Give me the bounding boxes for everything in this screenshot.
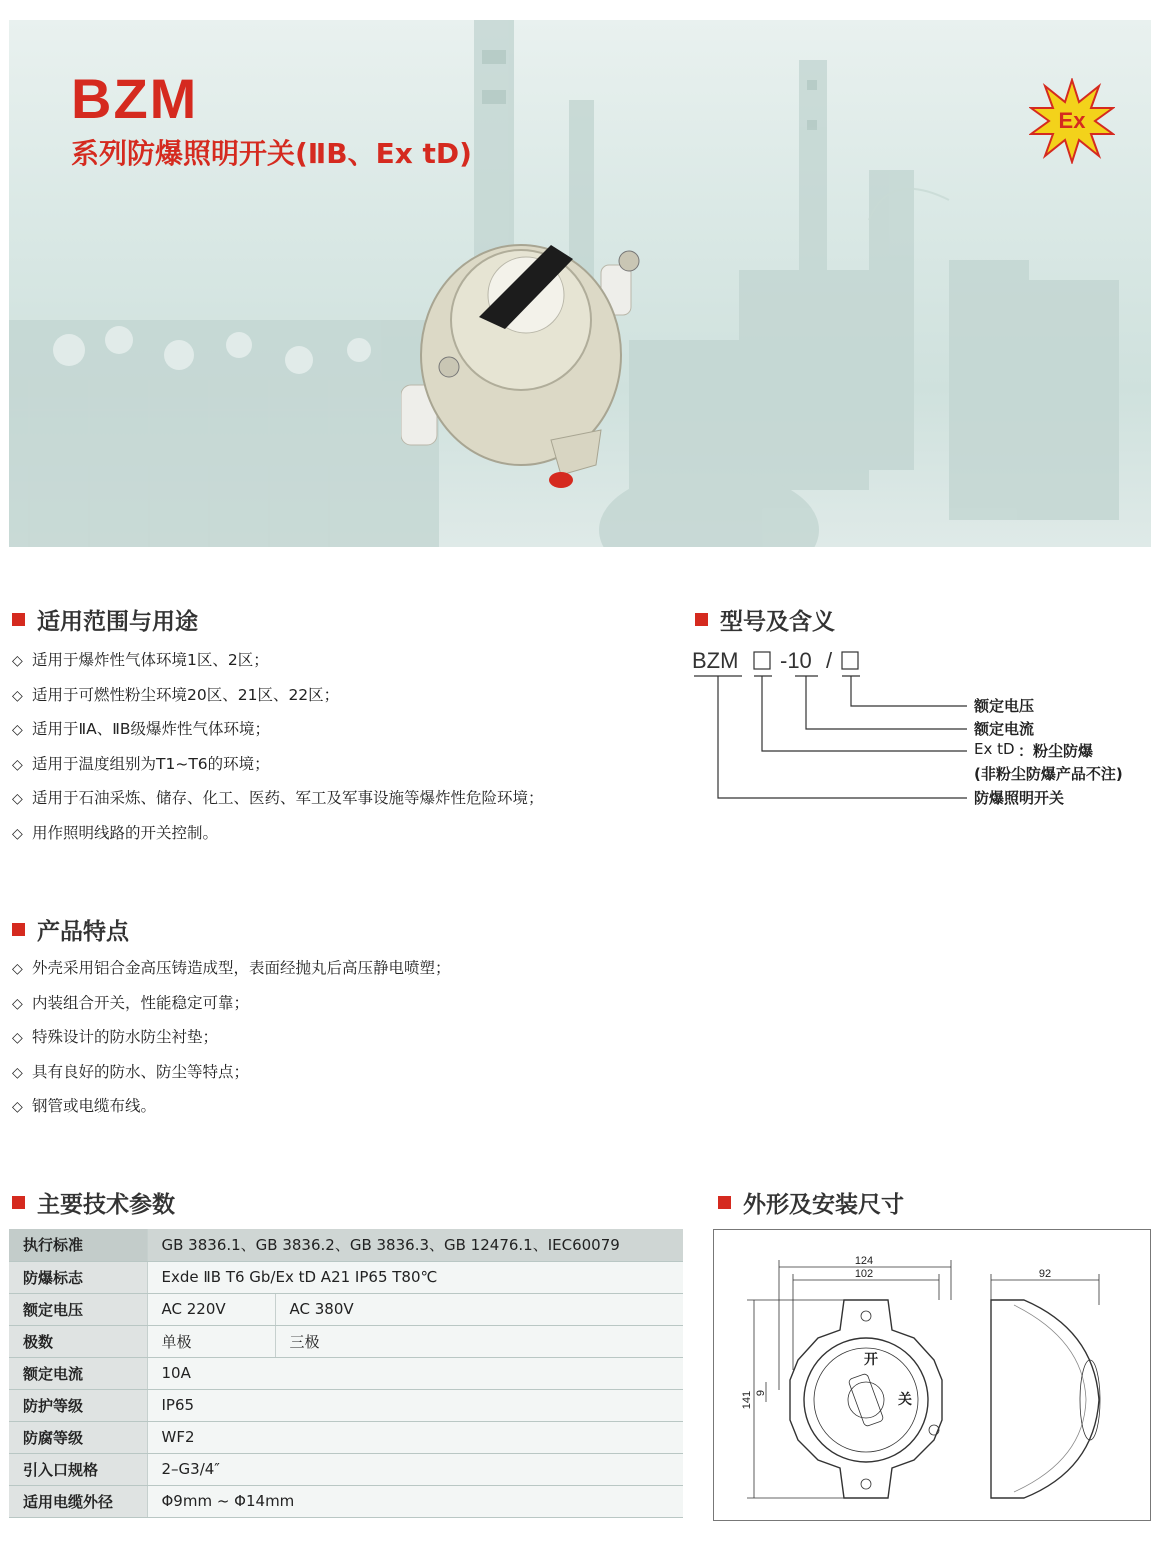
dimension-drawing	[713, 1229, 1151, 1521]
table-row	[9, 1325, 683, 1357]
features-list	[12, 951, 451, 1124]
param-value: AC 220V	[147, 1293, 275, 1325]
features-heading-text: 产品特点	[37, 919, 129, 945]
list-item: ◇ 适用于温度组别为T1~T6的环境；	[12, 747, 544, 782]
dimensions-heading-text: 外形及安装尺寸	[743, 1192, 904, 1218]
param-key: 防腐等级	[9, 1421, 147, 1453]
ex-badge-label: Ex	[1058, 108, 1086, 133]
model-label-product: 防爆照明开关	[974, 789, 1065, 807]
table-row	[9, 1293, 683, 1325]
param-key: 额定电压	[9, 1293, 147, 1325]
table-row	[9, 1389, 683, 1421]
dim-height: 141	[741, 1390, 753, 1410]
list-item: ◇ 适用于爆炸性气体环境1区、2区；	[12, 643, 544, 678]
list-item: ◇ 适用于ⅡA、ⅡB级爆炸性气体环境；	[12, 712, 544, 747]
model-label-voltage: 额定电压	[974, 697, 1035, 715]
param-key: 额定电流	[9, 1357, 147, 1389]
section-marker-icon	[718, 1196, 731, 1209]
model-code-prefix: BZM	[692, 648, 739, 673]
params-heading-text: 主要技术参数	[37, 1192, 175, 1218]
model-label-extd-code: Ex tD	[974, 740, 1015, 758]
dimension-drawing-svg	[714, 1230, 1150, 1520]
table-row	[9, 1485, 683, 1517]
param-key: 极数	[9, 1325, 147, 1357]
model-diagram	[692, 648, 1152, 818]
brand-title: BZM	[71, 67, 199, 130]
model-heading	[695, 603, 835, 636]
model-heading-text: 型号及含义	[720, 609, 835, 635]
ex-badge	[1029, 78, 1115, 164]
diamond-icon: ◇	[12, 722, 23, 738]
list-item: ◇ 适用于可燃性粉尘环境20区、21区、22区；	[12, 678, 544, 713]
product-subtitle: 系列防爆照明开关(ⅡB、Ex tD)	[71, 137, 472, 170]
param-value: Φ9mm ~ Φ14mm	[147, 1485, 683, 1517]
list-item: ◇ 特殊设计的防水防尘衬垫；	[12, 1020, 451, 1055]
param-value-alt: 三极	[275, 1325, 683, 1357]
section-marker-icon	[12, 613, 25, 626]
table-row	[9, 1261, 683, 1293]
param-key: 防爆标志	[9, 1261, 147, 1293]
param-value: GB 3836.1、GB 3836.2、GB 3836.3、GB 12476.1、IEC60079	[147, 1229, 683, 1261]
param-value: IP65	[147, 1389, 683, 1421]
table-row	[9, 1229, 683, 1261]
param-key: 适用电缆外径	[9, 1485, 147, 1517]
model-diagram-lines	[692, 648, 1152, 818]
param-value: 2–G3/4″	[147, 1453, 683, 1485]
params-table	[9, 1229, 683, 1518]
dim-offset: 9	[755, 1389, 767, 1397]
scope-heading	[12, 603, 198, 636]
section-marker-icon	[12, 923, 25, 936]
model-label-current: 额定电流	[974, 720, 1035, 738]
param-key: 防护等级	[9, 1389, 147, 1421]
param-value: Exde ⅡB T6 Gb/Ex tD A21 IP65 T80℃	[147, 1261, 683, 1293]
list-item: ◇ 适用于石油采炼、储存、化工、医药、军工及军事设施等爆炸性危险环境；	[12, 781, 544, 816]
list-item: ◇ 外壳采用铝合金高压铸造成型，表面经抛丸后高压静电喷塑；	[12, 951, 451, 986]
list-item: ◇ 具有良好的防水、防尘等特点；	[12, 1055, 451, 1090]
list-item: ◇ 内装组合开关，性能稳定可靠；	[12, 986, 451, 1021]
param-value: WF2	[147, 1421, 683, 1453]
diamond-icon: ◇	[12, 791, 23, 807]
dial-on-label: 开	[864, 1351, 878, 1367]
diamond-icon: ◇	[12, 687, 23, 704]
list-item: ◇ 钢管或电缆布线。	[12, 1089, 451, 1124]
model-label-extd-note: (非粉尘防爆产品不注)	[974, 765, 1123, 783]
diamond-icon: ◇	[12, 1030, 23, 1046]
param-value: 单极	[147, 1325, 275, 1357]
diamond-icon: ◇	[12, 995, 23, 1012]
dial-off-label: 关	[898, 1391, 912, 1407]
hero-banner	[9, 20, 1151, 547]
param-key: 引入口规格	[9, 1453, 147, 1485]
param-value: 10A	[147, 1357, 683, 1389]
param-value-alt: AC 380V	[275, 1293, 683, 1325]
dimensions-heading	[718, 1186, 904, 1219]
model-code-separator: /	[826, 648, 833, 673]
dim-width-outer: 124	[854, 1255, 874, 1267]
list-item: ◇ 用作照明线路的开关控制。	[12, 816, 544, 851]
diamond-icon: ◇	[12, 825, 23, 842]
table-row	[9, 1453, 683, 1485]
features-heading	[12, 913, 129, 946]
param-key: 执行标准	[9, 1229, 147, 1261]
scope-heading-text: 适用范围与用途	[37, 609, 198, 635]
model-label-extd-text: ：粉尘防爆	[1018, 742, 1094, 760]
scope-list	[12, 643, 544, 850]
dim-width-inner: 102	[854, 1268, 874, 1280]
diamond-icon: ◇	[12, 1099, 23, 1115]
diamond-icon: ◇	[12, 653, 23, 669]
diamond-icon: ◇	[12, 1064, 23, 1081]
switch-product-icon	[401, 225, 641, 495]
section-marker-icon	[12, 1196, 25, 1209]
params-heading	[12, 1186, 175, 1219]
table-row	[9, 1357, 683, 1389]
diamond-icon: ◇	[12, 961, 23, 977]
dim-depth: 92	[1038, 1268, 1052, 1280]
section-marker-icon	[695, 613, 708, 626]
table-row	[9, 1421, 683, 1453]
diamond-icon: ◇	[12, 756, 23, 773]
model-code-current: -10	[780, 648, 812, 673]
